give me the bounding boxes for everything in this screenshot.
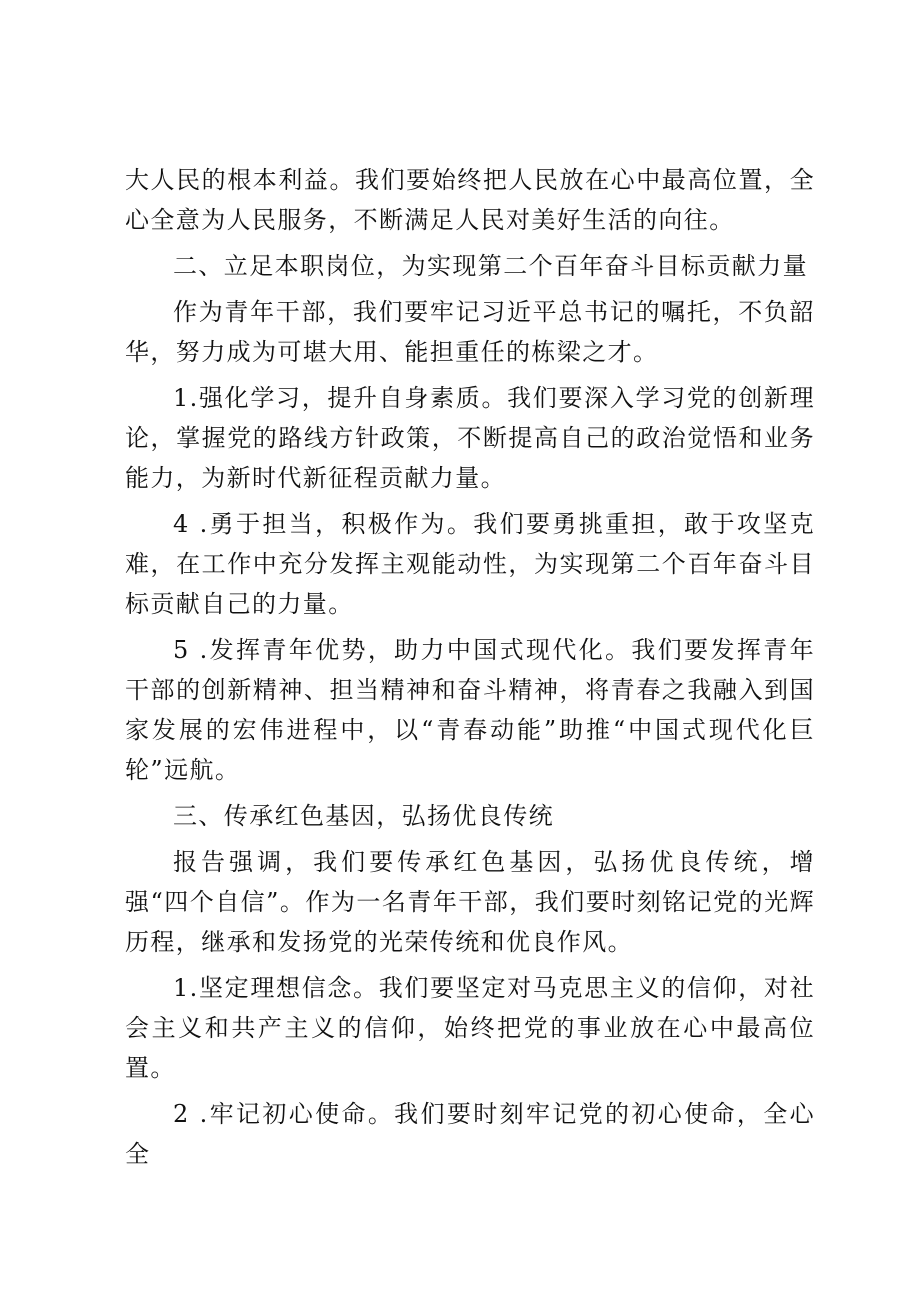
paragraph-continuation: 大人民的根本利益。我们要始终把人民放在心中最高位置，全心全意为人民服务，不断满足人民对美好生活的向往。 [125, 166, 815, 234]
paragraph-item-2: 2 .牢记初心使命。我们要时刻牢记党的初心使命，全心全 [125, 1100, 815, 1168]
paragraph-item-4: 4 .勇于担当，积极作为。我们要勇挑重担，敢于攻坚克难，在工作中充分发挥主观能动性，为实现第二个百年奋斗目标贡献自己的力量。 [125, 510, 815, 618]
paragraph-item-5: 5 .发挥青年优势，助力中国式现代化。我们要发挥青年干部的创新精神、担当精神和奋斗精神，将青春之我融入到国家发展的宏伟进程中，以“青春动能”助推“中国式现代化巨轮”远航。 [125, 636, 815, 784]
paragraph-item-1b: 1.坚定理想信念。我们要坚定对马克思主义的信仰，对社会主义和共产主义的信仰，始终把党的事业放在心中最高位置。 [125, 974, 815, 1082]
document-body [125, 160, 815, 1180]
paragraph-item-1: 1.强化学习，提升自身素质。我们要深入学习党的创新理论，掌握党的路线方针政策，不断提高自己的政治觉悟和业务能力，为新时代新征程贡献力量。 [125, 384, 815, 492]
section-heading-3: 三、传承红色基因，弘扬优良传统 [173, 802, 554, 830]
section-heading-2: 二、立足本职岗位，为实现第二个百年奋斗目标贡献力量 [173, 252, 808, 280]
paragraph-intro-2: 作为青年干部，我们要牢记习近平总书记的嘱托，不负韶华，努力成为可堪大用、能担重任的栋梁之才。 [125, 298, 815, 366]
paragraph-intro-3: 报告强调，我们要传承红色基因，弘扬优良传统，增强“四个自信”。作为一名青年干部，我们要时刻铭记党的光辉历程，继承和发扬党的光荣传统和优良作风。 [125, 848, 815, 956]
